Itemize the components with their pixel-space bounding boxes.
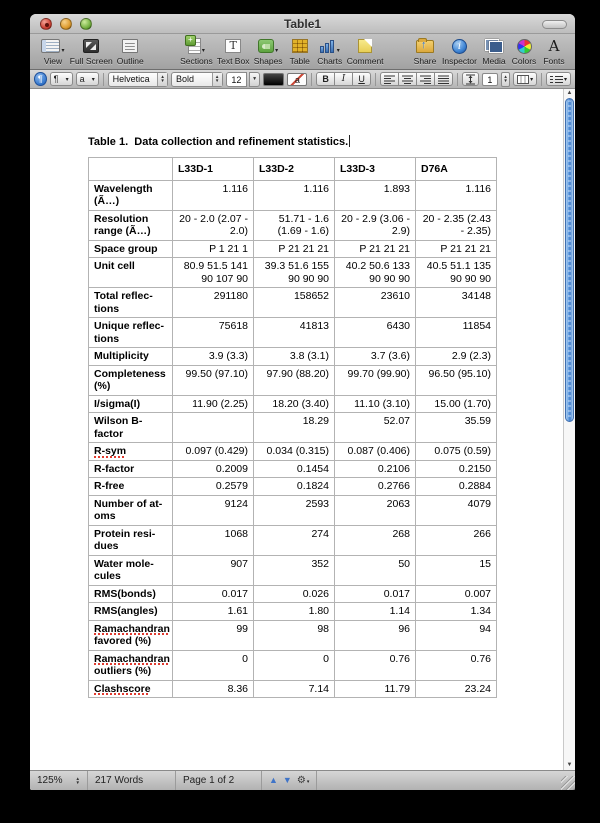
list-style-button[interactable] (546, 72, 571, 86)
value-cell[interactable]: 3.7 (3.6) (335, 348, 416, 366)
value-cell[interactable]: 15.00 (1.70) (416, 395, 497, 413)
fonts-icon: A (548, 36, 560, 55)
font-size-dropdown[interactable]: ▼ (249, 72, 260, 87)
value-cell[interactable]: 0.097 (0.429) (173, 443, 254, 461)
scrollbar-thumb[interactable] (565, 98, 574, 422)
table-row (89, 680, 497, 698)
value-cell[interactable]: 94 (416, 620, 497, 650)
table-row (89, 478, 497, 496)
row-label-cell[interactable]: Unit cell (89, 258, 173, 288)
value-cell[interactable]: 0.017 (335, 585, 416, 603)
row-label-cell[interactable]: Number of at- oms (89, 495, 173, 525)
previous-page-button[interactable]: ▲ (269, 775, 278, 785)
value-cell[interactable]: 41813 (254, 318, 335, 348)
value-cell[interactable]: P 21 21 21 (416, 240, 497, 258)
value-cell[interactable]: 11.10 (3.10) (335, 395, 416, 413)
value-cell[interactable]: 907 (173, 555, 254, 585)
table-row (89, 365, 497, 395)
table-row (89, 585, 497, 603)
chevron-down-icon: ▾ (530, 77, 534, 83)
value-cell[interactable]: 1.116 (173, 180, 254, 210)
sections-icon (188, 38, 201, 54)
row-label-cell[interactable]: RMS(angles) (89, 603, 173, 621)
table-row (89, 603, 497, 621)
color-wheel-icon (517, 39, 532, 54)
pages-window (30, 14, 575, 790)
value-cell[interactable]: 96.50 (95.10) (416, 365, 497, 395)
value-cell[interactable]: 3.8 (3.1) (254, 348, 335, 366)
italic-button[interactable]: I (334, 72, 353, 86)
row-label-cell[interactable]: Water mole- cules (89, 555, 173, 585)
row-label-cell[interactable]: R-free (89, 478, 173, 496)
share-button[interactable]: ↑ Share (410, 36, 440, 66)
row-label-cell[interactable]: RMS(bonds) (89, 585, 173, 603)
table-icon (292, 39, 308, 53)
table-header-row (89, 158, 497, 181)
table-row (89, 348, 497, 366)
align-justify-button[interactable] (434, 72, 453, 86)
value-cell[interactable]: 291180 (173, 288, 254, 318)
zoom-control[interactable] (30, 771, 88, 790)
zoom-button[interactable] (80, 18, 92, 30)
value-cell[interactable]: 266 (416, 525, 497, 555)
scroll-up-arrow-icon[interactable]: ▲ (566, 90, 573, 96)
table-row (89, 413, 497, 443)
chevron-down-icon: ▾ (61, 48, 65, 54)
value-cell[interactable]: 0.2150 (416, 460, 497, 478)
value-cell[interactable]: 23610 (335, 288, 416, 318)
outline-icon (122, 39, 138, 53)
value-cell[interactable]: 8.36 (173, 680, 254, 698)
value-cell[interactable]: 20 - 2.9 (3.06 - 2.9) (335, 210, 416, 240)
value-cell[interactable]: 97.90 (88.20) (254, 365, 335, 395)
column-header[interactable]: D76A (416, 158, 497, 181)
value-cell[interactable]: 268 (335, 525, 416, 555)
table-row (89, 395, 497, 413)
line-spacing-icon (466, 74, 475, 85)
document-view (30, 89, 575, 770)
gear-menu-button[interactable]: ⚙▾ (296, 775, 310, 786)
table-body (89, 180, 497, 698)
row-label-cell[interactable]: Ramachandran favored (%) (89, 620, 173, 650)
value-cell[interactable]: 1.116 (254, 180, 335, 210)
value-cell[interactable]: 40.2 50.6 133 90 90 90 (335, 258, 416, 288)
corner-header[interactable] (89, 158, 173, 181)
row-label-cell[interactable]: R-sym (89, 443, 173, 461)
line-spacing-button[interactable] (462, 72, 479, 86)
next-page-button[interactable]: ▼ (282, 775, 292, 785)
zoom-level: 125% (37, 775, 63, 786)
row-label-cell[interactable]: Protein resi- dues (89, 525, 173, 555)
value-cell[interactable]: 6430 (335, 318, 416, 348)
word-count: 217 Words (88, 771, 176, 790)
zoom-stepper-icon: ▲ ▼ (75, 775, 80, 785)
value-cell[interactable]: 50 (335, 555, 416, 585)
table-row (89, 460, 497, 478)
table-row (89, 525, 497, 555)
charts-icon (320, 39, 336, 53)
status-bar (30, 770, 575, 790)
value-cell[interactable]: P 21 21 21 (254, 240, 335, 258)
table-row (89, 650, 497, 680)
value-cell[interactable]: 2.9 (2.3) (416, 348, 497, 366)
row-label-cell[interactable]: I/sigma(I) (89, 395, 173, 413)
value-cell[interactable]: 51.71 - 1.6 (1.69 - 1.6) (254, 210, 335, 240)
chevron-down-icon: ▾ (65, 76, 69, 83)
fonts-button[interactable]: A Fonts (543, 36, 565, 66)
value-cell[interactable]: 3.9 (3.3) (173, 348, 254, 366)
row-label-cell[interactable]: Ramachandran outliers (%) (89, 650, 173, 680)
value-cell[interactable]: 2593 (254, 495, 335, 525)
value-cell[interactable]: 2063 (335, 495, 416, 525)
shapes-button[interactable]: ▾ Shapes (252, 36, 285, 66)
inspector-button[interactable]: i Inspector (442, 40, 477, 66)
align-left-button[interactable] (380, 72, 399, 86)
page-navigation (262, 771, 317, 790)
chevron-down-icon: ▾ (306, 779, 310, 785)
value-cell[interactable]: 23.24 (416, 680, 497, 698)
full-screen-button[interactable]: Full Screen (68, 36, 115, 66)
divider (103, 73, 104, 86)
align-center-button[interactable] (398, 72, 417, 86)
page[interactable] (30, 89, 563, 770)
chevron-down-icon: ▾ (336, 48, 340, 54)
style-button-group (316, 72, 371, 86)
value-cell[interactable]: 1.80 (254, 603, 335, 621)
table-row (89, 180, 497, 210)
row-label-cell[interactable]: Completeness (%) (89, 365, 173, 395)
row-label-cell[interactable]: Multiplicity (89, 348, 173, 366)
value-cell[interactable]: 158652 (254, 288, 335, 318)
value-cell[interactable]: 0.2106 (335, 460, 416, 478)
view-icon (41, 39, 60, 53)
value-cell[interactable]: P 1 21 1 (173, 240, 254, 258)
text-color-well[interactable] (263, 73, 284, 86)
minimize-button[interactable] (60, 18, 72, 30)
character-style-dropdown[interactable]: a ▾ (76, 72, 99, 86)
value-cell[interactable]: 99.70 (99.90) (335, 365, 416, 395)
font-family-select[interactable]: Helvetica ▲ ▼ (108, 72, 168, 87)
text-box-icon: T (225, 39, 241, 53)
chevron-down-icon: ▾ (201, 48, 205, 54)
shapes-icon (258, 39, 274, 53)
value-cell[interactable]: 0 (254, 650, 335, 680)
media-button[interactable]: Media (479, 36, 509, 66)
value-cell[interactable]: 11854 (416, 318, 497, 348)
value-cell[interactable]: 18.20 (3.40) (254, 395, 335, 413)
value-cell[interactable]: 98 (254, 620, 335, 650)
media-icon (485, 39, 503, 53)
traffic-lights (40, 18, 92, 30)
background-color-well[interactable]: a (287, 73, 307, 86)
value-cell[interactable]: 35.59 (416, 413, 497, 443)
row-label-cell[interactable]: Clashscore (89, 680, 173, 698)
colors-button[interactable]: Colors (509, 36, 539, 66)
row-label-cell[interactable]: Resolution range (Ã…) (89, 210, 173, 240)
value-cell[interactable]: 11.90 (2.25) (173, 395, 254, 413)
value-cell[interactable]: 0.2009 (173, 460, 254, 478)
comment-icon (358, 39, 372, 53)
value-cell[interactable]: 4079 (416, 495, 497, 525)
value-cell[interactable]: 0.026 (254, 585, 335, 603)
table-row (89, 210, 497, 240)
value-cell[interactable]: 0.2766 (335, 478, 416, 496)
page-indicator: Page 1 of 2 (176, 771, 262, 790)
close-button[interactable] (40, 18, 52, 30)
value-cell[interactable]: 99 (173, 620, 254, 650)
column-header[interactable]: L33D-2 (254, 158, 335, 181)
value-cell[interactable]: 0 (173, 650, 254, 680)
vertical-scrollbar[interactable] (563, 89, 575, 770)
paragraph-style-dropdown[interactable]: ¶ ▾ (50, 72, 73, 86)
divider (541, 73, 542, 86)
typeface-select[interactable]: Bold ▲ ▼ (171, 72, 223, 87)
column-header[interactable]: L33D-3 (335, 158, 416, 181)
list-icon (550, 75, 563, 84)
row-label-cell[interactable]: R-factor (89, 460, 173, 478)
full-screen-icon (83, 39, 99, 53)
value-cell[interactable] (173, 413, 254, 443)
value-cell[interactable]: 1.14 (335, 603, 416, 621)
value-cell[interactable]: P 21 21 21 (335, 240, 416, 258)
font-size-field[interactable]: 12 (226, 72, 247, 87)
charts-button[interactable]: ▾ Charts (315, 36, 345, 66)
title-bar (30, 14, 575, 34)
stats-table (88, 157, 497, 698)
view-button[interactable]: ▾ View (38, 36, 68, 66)
row-label-cell[interactable]: Unique reflec- tions (89, 318, 173, 348)
sections-button[interactable]: + ▾ Sections (178, 36, 215, 66)
value-cell[interactable]: 1.34 (416, 603, 497, 621)
chevron-down-icon: ▾ (275, 48, 279, 54)
value-cell[interactable]: 99.50 (97.10) (173, 365, 254, 395)
value-cell[interactable]: 0.1824 (254, 478, 335, 496)
scroll-down-arrow-icon[interactable]: ▼ (566, 762, 573, 768)
toolbar (30, 34, 575, 70)
row-label-cell[interactable]: Wavelength (Ã…) (89, 180, 173, 210)
resize-grip[interactable] (561, 776, 575, 790)
table-row (89, 240, 497, 258)
value-cell[interactable]: 0.075 (0.59) (416, 443, 497, 461)
align-right-button[interactable] (416, 72, 435, 86)
outline-button[interactable]: Outline (115, 36, 146, 66)
value-cell[interactable]: 11.79 (335, 680, 416, 698)
value-cell[interactable]: 0.76 (335, 650, 416, 680)
table-row (89, 620, 497, 650)
window-title: Table1 (283, 16, 322, 31)
value-cell[interactable]: 274 (254, 525, 335, 555)
divider (311, 73, 312, 86)
paragraph-styles-button[interactable]: ¶ (34, 72, 47, 86)
row-label-cell[interactable]: Wilson B- factor (89, 413, 173, 443)
value-cell[interactable]: 96 (335, 620, 416, 650)
value-cell[interactable]: 52.07 (335, 413, 416, 443)
value-cell[interactable]: 9124 (173, 495, 254, 525)
value-cell[interactable]: 39.3 51.6 155 90 90 90 (254, 258, 335, 288)
stepper-icon: ▲ ▼ (157, 73, 167, 86)
value-cell[interactable]: 0.1454 (254, 460, 335, 478)
value-cell[interactable]: 1.116 (416, 180, 497, 210)
value-cell[interactable]: 15 (416, 555, 497, 585)
value-cell[interactable]: 0.2579 (173, 478, 254, 496)
text-box-button[interactable]: T Text Box (216, 39, 250, 66)
table-caption[interactable]: Table 1. Data collection and refinement statistics. (88, 136, 349, 148)
value-cell[interactable]: 20 - 2.35 (2.43 - 2.35) (416, 210, 497, 240)
value-cell[interactable]: 80.9 51.5 141 90 107 90 (173, 258, 254, 288)
row-label-cell[interactable]: Total reflec- tions (89, 288, 173, 318)
value-cell[interactable]: 0.007 (416, 585, 497, 603)
share-icon (416, 40, 434, 53)
format-bar (30, 70, 575, 89)
underline-button[interactable]: U (352, 72, 371, 86)
value-cell[interactable]: 352 (254, 555, 335, 585)
columns-icon (517, 75, 529, 84)
value-cell[interactable]: 0.017 (173, 585, 254, 603)
table-row (89, 495, 497, 525)
table-row (89, 555, 497, 585)
column-header[interactable]: L33D-1 (173, 158, 254, 181)
value-cell[interactable]: 0.2884 (416, 478, 497, 496)
stepper-icon: ▲ ▼ (212, 73, 222, 86)
value-cell[interactable]: 1068 (173, 525, 254, 555)
value-cell[interactable]: 34148 (416, 288, 497, 318)
value-cell[interactable]: 0.034 (0.315) (254, 443, 335, 461)
table-row (89, 318, 497, 348)
value-cell[interactable]: 40.5 51.1 135 90 90 90 (416, 258, 497, 288)
table-row (89, 258, 497, 288)
bold-button[interactable]: B (316, 72, 335, 86)
value-cell[interactable]: 0.76 (416, 650, 497, 680)
text-cursor (349, 135, 350, 147)
toolbar-toggle-button[interactable] (542, 20, 567, 29)
table-row (89, 443, 497, 461)
line-spacing-stepper[interactable]: ▲ ▼ (501, 72, 510, 87)
alignment-button-group (380, 72, 453, 86)
value-cell[interactable]: 1.893 (335, 180, 416, 210)
table-button[interactable]: Table (285, 36, 315, 66)
row-label-cell[interactable]: Space group (89, 240, 173, 258)
value-cell[interactable]: 7.14 (254, 680, 335, 698)
value-cell[interactable]: 18.29 (254, 413, 335, 443)
chevron-down-icon: ▾ (564, 77, 568, 83)
divider (375, 73, 376, 86)
value-cell[interactable]: 0.087 (0.406) (335, 443, 416, 461)
columns-button[interactable] (513, 72, 537, 86)
line-spacing-field[interactable]: 1 (482, 73, 498, 86)
chevron-down-icon: ▾ (91, 76, 95, 83)
inspector-icon: i (452, 39, 467, 54)
value-cell[interactable]: 20 - 2.0 (2.07 - 2.0) (173, 210, 254, 240)
divider (457, 73, 458, 86)
value-cell[interactable]: 75618 (173, 318, 254, 348)
comment-button[interactable]: Comment (345, 36, 386, 66)
value-cell[interactable]: 1.61 (173, 603, 254, 621)
table-row (89, 288, 497, 318)
